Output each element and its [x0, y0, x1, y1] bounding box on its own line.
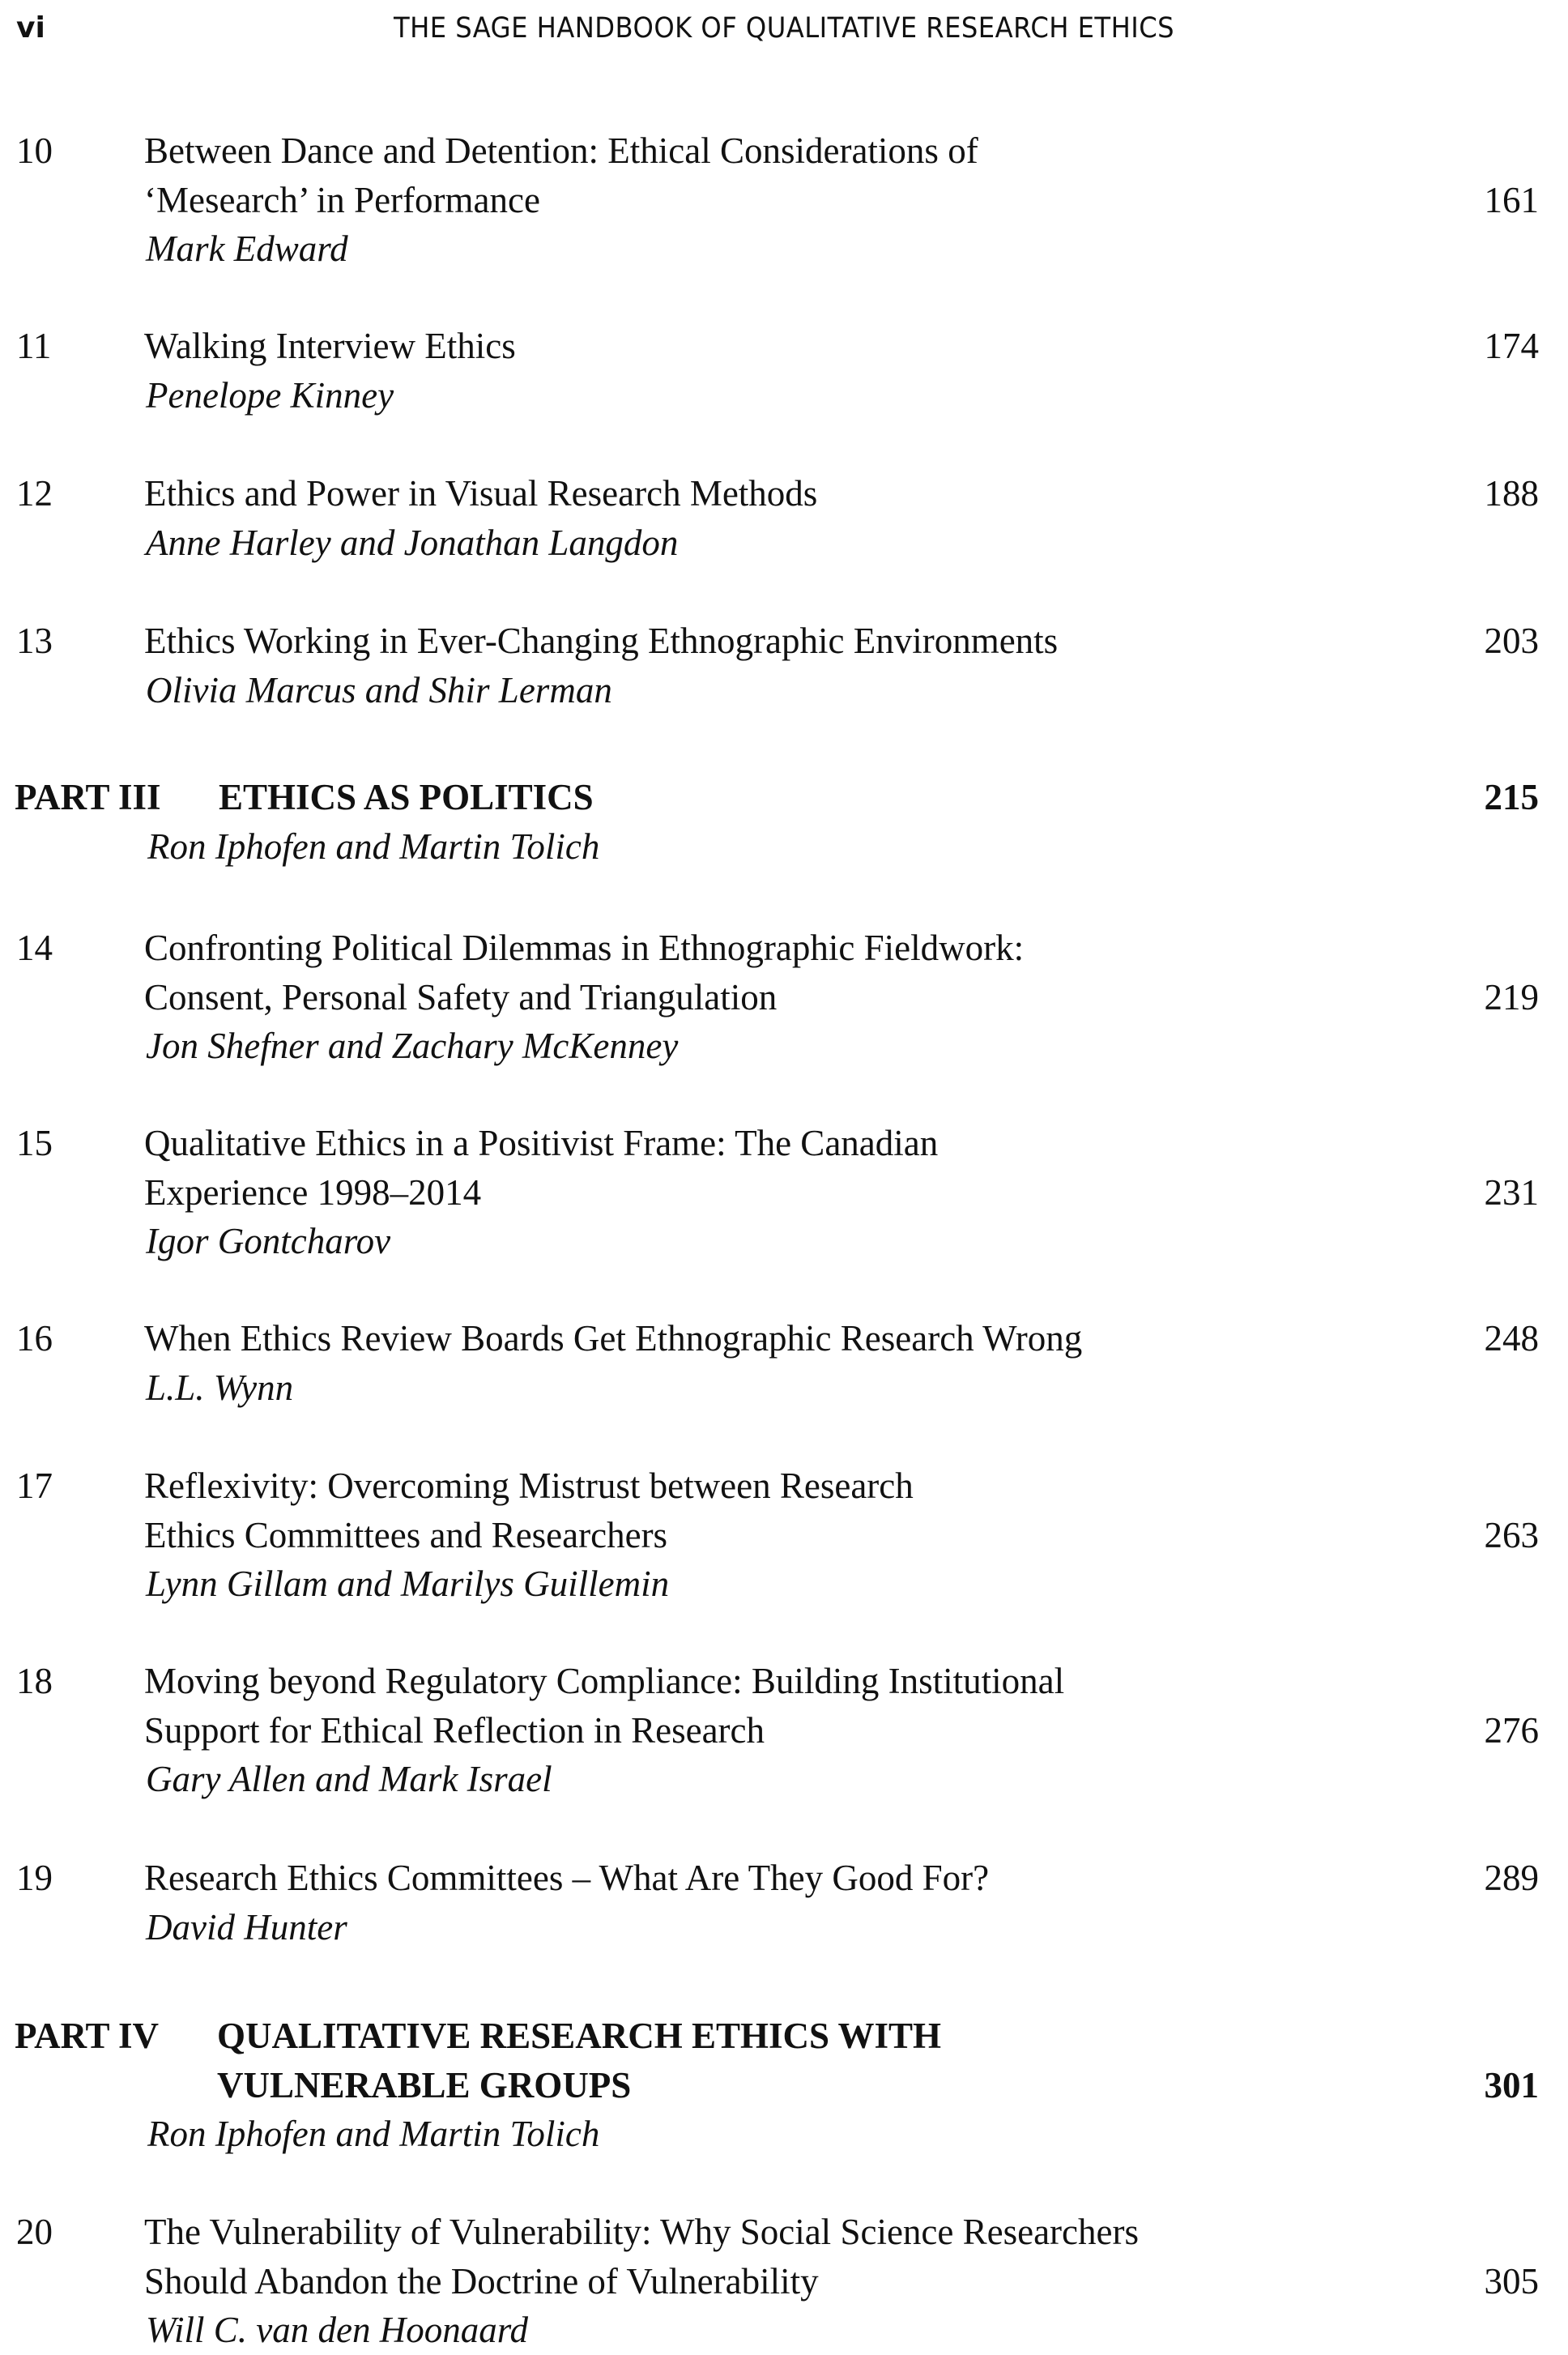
chapter-number: 14: [16, 928, 53, 968]
chapter-title-line: Ethics Working in Ever-Changing Ethnographic Environments: [144, 621, 1059, 661]
chapter-number: 13: [16, 621, 53, 661]
running-header: [0, 8, 1568, 49]
chapter-authors: Penelope Kinney: [146, 374, 394, 416]
chapter-title-line: Moving beyond Regulatory Compliance: Building Institutional: [144, 1661, 1065, 1701]
chapter-title-line: The Vulnerability of Vulnerability: Why Social Science Researchers: [144, 2212, 1139, 2252]
part-label: PART III: [15, 777, 161, 817]
running-title: THE SAGE HANDBOOK OF QUALITATIVE RESEARCH ETHICS: [393, 12, 1175, 45]
part-title-line: QUALITATIVE RESEARCH ETHICS WITH: [217, 2016, 941, 2056]
chapter-number: 12: [16, 473, 53, 514]
chapter-number: 11: [16, 326, 52, 366]
page-folio: vi: [16, 11, 45, 45]
page-number[interactable]: 305: [1484, 2260, 1539, 2302]
page-number[interactable]: 301: [1484, 2064, 1539, 2105]
chapter-authors: David Hunter: [146, 1906, 347, 1948]
chapter-number: 15: [16, 1123, 53, 1163]
page-number[interactable]: 231: [1484, 1171, 1539, 1213]
chapter-title-line: When Ethics Review Boards Get Ethnographic Research Wrong: [144, 1318, 1083, 1359]
chapter-number: 20: [16, 2212, 53, 2252]
chapter-number: 18: [16, 1661, 53, 1701]
page-number[interactable]: 215: [1484, 777, 1539, 817]
part-title: ETHICS AS POLITICS: [219, 777, 594, 817]
chapter-authors: Olivia Marcus and Shir Lerman: [146, 669, 612, 710]
chapter-title-line: Walking Interview Ethics: [144, 326, 516, 366]
chapter-title-line: Ethics Committees and Researchers: [144, 1514, 668, 1555]
page-number[interactable]: 188: [1484, 473, 1539, 514]
chapter-number: 19: [16, 1858, 53, 1898]
chapter-title-line: Consent, Personal Safety and Triangulation: [144, 976, 778, 1018]
part-editors: Ron Iphofen and Martin Tolich: [147, 2114, 600, 2154]
chapter-authors: Mark Edward: [146, 228, 348, 269]
page-number[interactable]: 276: [1484, 1709, 1539, 1751]
page-number[interactable]: 203: [1484, 621, 1539, 661]
chapter-title-line: Qualitative Ethics in a Positivist Frame: The Canadian: [144, 1123, 939, 1163]
page-number[interactable]: 174: [1484, 326, 1539, 366]
chapter-number: 16: [16, 1318, 53, 1359]
chapter-number: 17: [16, 1465, 53, 1506]
chapter-title-line: Should Abandon the Doctrine of Vulnerability: [144, 2260, 819, 2302]
part-title-line: VULNERABLE GROUPS: [217, 2064, 632, 2105]
part-editors: Ron Iphofen and Martin Tolich: [147, 826, 600, 867]
chapter-title-line: ‘Mesearch’ in Performance: [144, 179, 540, 220]
chapter-title-line: Support for Ethical Reflection in Research: [144, 1709, 765, 1751]
chapter-authors: Anne Harley and Jonathan Langdon: [146, 522, 679, 563]
chapter-title-line: Confronting Political Dilemmas in Ethnographic Fieldwork:: [144, 928, 1025, 968]
chapter-number: 10: [16, 130, 53, 171]
chapter-authors: Will C. van den Hoonaard: [146, 2310, 529, 2350]
chapter-authors: Gary Allen and Mark Israel: [146, 1759, 552, 1799]
page-number[interactable]: 289: [1484, 1858, 1539, 1898]
chapter-title-line: Research Ethics Committees – What Are They Good For?: [144, 1858, 990, 1898]
chapter-title-line: Between Dance and Detention: Ethical Considerations of: [144, 130, 978, 171]
page-number[interactable]: 263: [1484, 1514, 1539, 1555]
chapter-authors: L.L. Wynn: [146, 1367, 294, 1408]
chapter-title-line: Reflexivity: Overcoming Mistrust between Research: [144, 1465, 914, 1506]
page-number[interactable]: 248: [1484, 1318, 1539, 1359]
chapter-title-line: Experience 1998–2014: [144, 1171, 482, 1213]
page-number[interactable]: 219: [1484, 976, 1539, 1018]
chapter-authors: Igor Gontcharov: [146, 1221, 391, 1261]
page-number[interactable]: 161: [1484, 179, 1539, 220]
chapter-authors: Jon Shefner and Zachary McKenney: [146, 1026, 679, 1066]
part-label: PART IV: [15, 2016, 160, 2056]
chapter-title-line: Ethics and Power in Visual Research Methods: [144, 473, 818, 514]
chapter-authors: Lynn Gillam and Marilys Guillemin: [146, 1564, 670, 1604]
